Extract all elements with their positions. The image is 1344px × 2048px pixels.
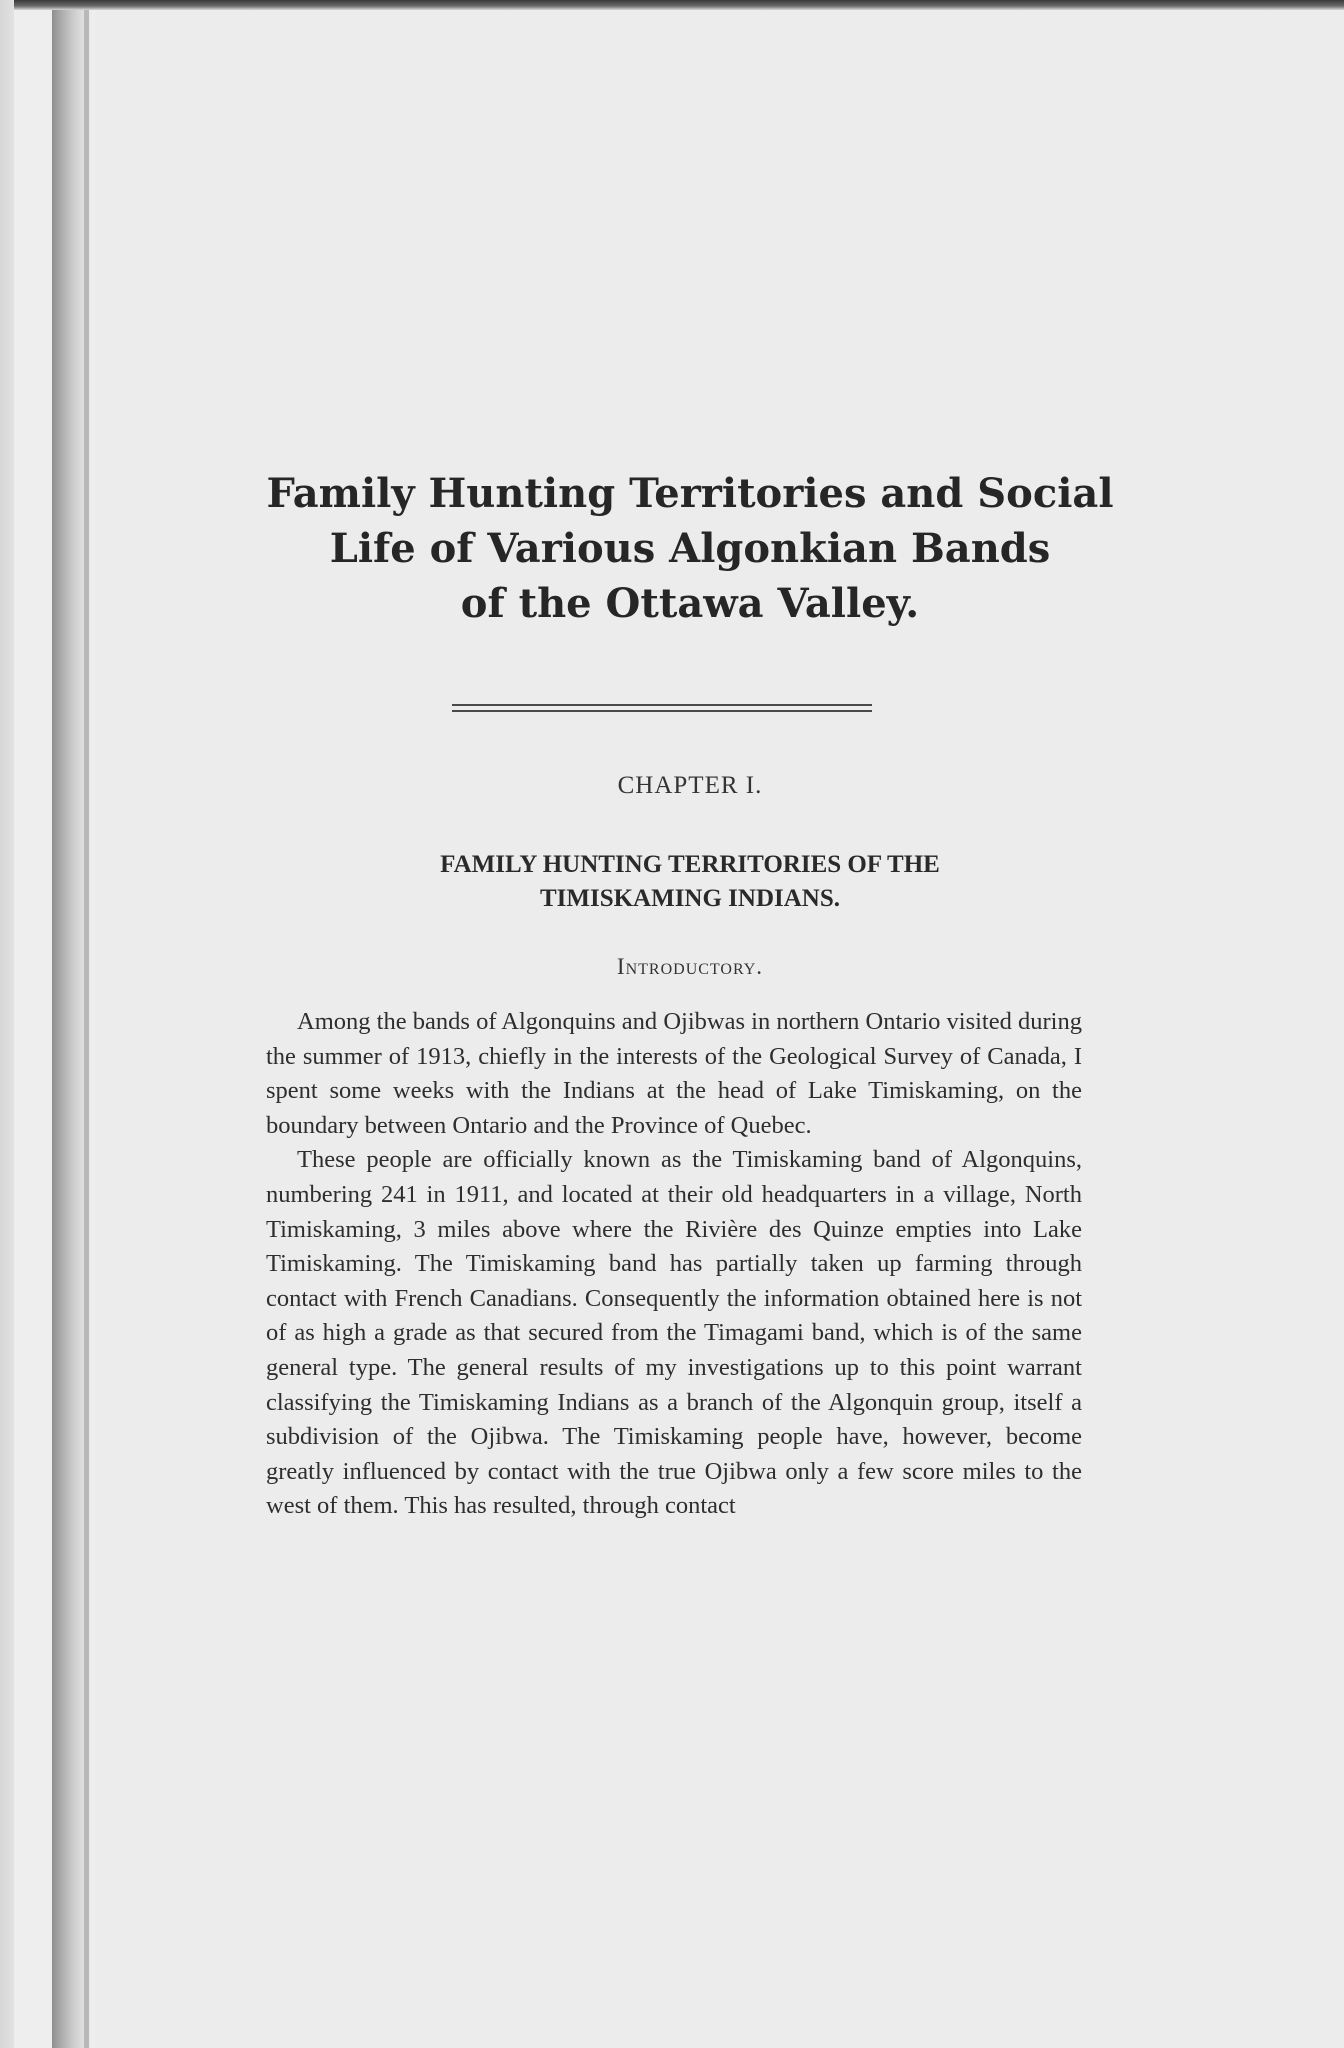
book-binding-edge	[84, 10, 89, 2048]
double-rule-divider	[452, 704, 872, 712]
chapter-title-line: TIMISKAMING INDIANS.	[539, 885, 841, 912]
scan-left-margin	[0, 0, 14, 2048]
chapter-label: CHAPTER I.	[617, 772, 763, 799]
document-title	[250, 466, 1130, 631]
body-text	[266, 1005, 1082, 1524]
title-line: Life of Various Algonkian Bands	[329, 525, 1051, 572]
scan-top-edge	[0, 0, 1344, 10]
chapter-title-line: FAMILY HUNTING TERRITORIES OF THE	[440, 851, 940, 878]
section-heading: Introductory.	[616, 954, 764, 979]
title-line: of the Ottawa Valley.	[460, 580, 920, 627]
title-line: Family Hunting Territories and Social	[266, 470, 1114, 517]
chapter-title	[250, 848, 1130, 916]
paragraph: Among the bands of Algonquins and Ojibwas in northern Ontario visited during the summer of 1913, chiefly in the interests of the Geological Survey of Canada, I spent some weeks with the Indians at the head of Lake Timiskaming, on the boundary between Ontario and the Province of Quebec.	[266, 1008, 1082, 1139]
paragraph: These people are officially known as the Timiskaming band of Algonquins, numbering 241 in 1911, and located at their old headquarters in a village, North Timiskaming, 3 miles above where the Rivière des Quinze empties into Lake Timiskaming. The Timiskaming band has partially taken up farming through contact with French Canadians. Consequently the information obtained here is not of as high a grade as that secured from the Timagami band, which is of the same general type. The general results of my investigations up to this point warrant classifying the Timiskaming Indians as a branch of the Algonquin group, itself a subdivision of the Ojibwa. The Timiskaming people have, however, become greatly influenced by contact with the true Ojibwa only a few score miles to the west of them. This has resulted, through contact	[266, 1146, 1082, 1520]
